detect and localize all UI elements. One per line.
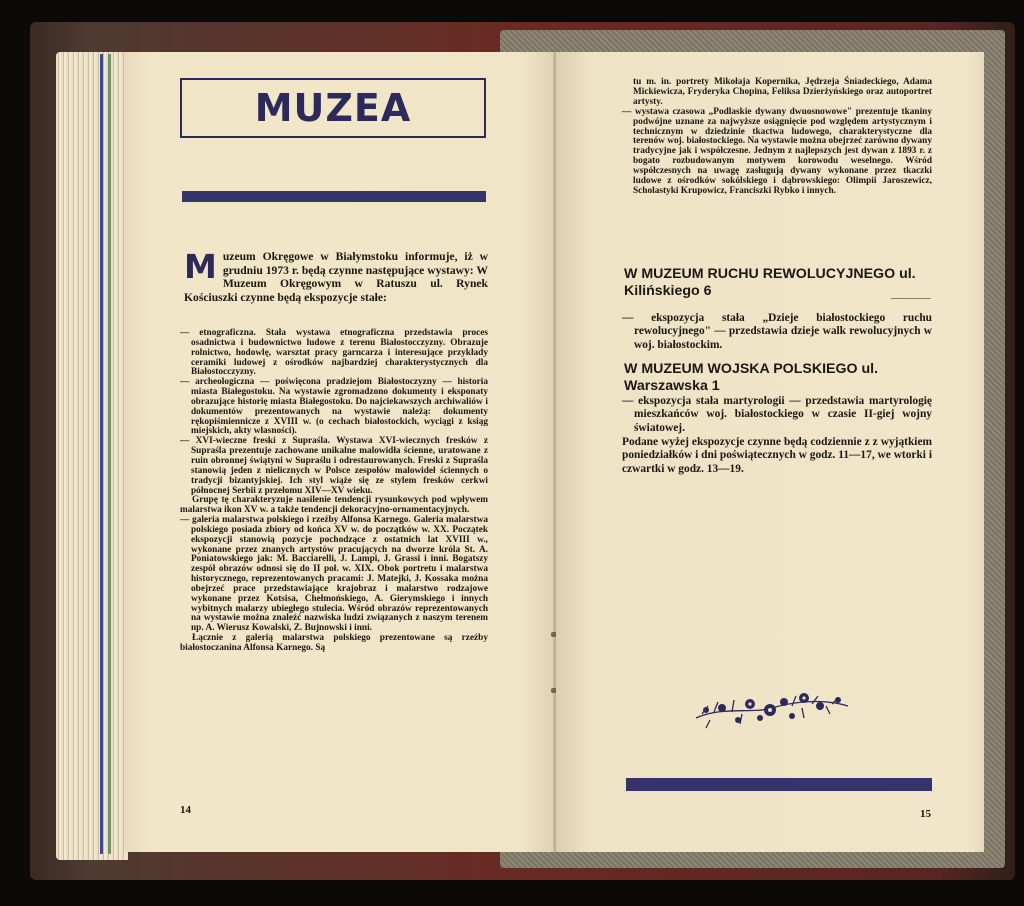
exhibition-list <box>180 329 488 654</box>
page-edges <box>56 52 128 860</box>
list-paragraph: Łącznie z galerią malarstwa polskiego prezentowane są rzeźby białostoczanina Alfonsa Karnego. Są <box>180 633 488 653</box>
continued-text <box>622 78 932 197</box>
section-heading-revolutionary: W MUZEUM RUCHU REWOLUCYJNEGO ul. Kilińskiego 6 <box>624 266 916 299</box>
list-item: — etnograficzna. Stała wystawa etnograficzna przedstawia proces osadnictwa i budownictwo ludowe z terenu Białostocczyzny. Obrazuje rolnictwo, hodowlę, warsztat pracy garncarza i interesujące przykłady ceramiki ludowej z ośrodków najbardziej charakterystycznych dla Białostocczyzny. <box>180 328 488 378</box>
floral-ornament-icon <box>692 684 852 732</box>
divider <box>891 298 931 299</box>
list-item: — ekspozycja stała martyrologii — przedstawia martyrologię mieszkańców woj. białostockiego w czasie II-giej wojny światowej. <box>622 395 932 434</box>
closing-paragraph: Podane wyżej ekspozycje czynne będą codziennie z z wyjątkiem poniedziałków i dni poświątecznych w godz. 11—17, we wtorki i czwartki w godz. 13—19. <box>622 436 932 475</box>
section-heading-military: W MUZEUM WOJSKA POLSKIEGO ul. Warszawska 1 <box>624 361 879 394</box>
decorative-bar <box>626 778 932 791</box>
intro-paragraph <box>184 247 488 304</box>
page-number-right: 15 <box>920 808 931 820</box>
right-page <box>556 52 984 852</box>
decorative-bar <box>182 191 486 202</box>
page-title: MUZEA <box>254 86 412 130</box>
intro-text: uzeum Okręgowe w Białymstoku informuje, iż w grudniu 1973 r. będą czynne następujące wystawy: W Muzeum Okręgowym w Ratuszu ul. Rynek Kościuszki czynne będą ekspozycje stałe: <box>184 250 488 304</box>
list-item: — wystawa czasowa „Podlaskie dywany dwuosnowowe" prezentuje tkaniny podwójne uznane za najwyższe osiągnięcie pod względem artystycznym i technicznym w dziedzinie tkactwa ludowego, charakterystyczne dla terenów woj. białostockiego. Na wystawie można obejrzeć zarówno dywany tradycyjne jak i współczesne. Jednym z najlepszych jest dywan z 1893 r. z bogato rozbudowanym motywem korowodu weselnego. Wśród współczesnych na uwagę zasługują dywany wykonane przez tkaczki ludowe z ośrodków sokólskiego i dąbrowskiego: Olimpii Jaroszewicz, Scholastyki Krupowicz, Franciszki Rybko i innych. <box>622 106 932 196</box>
bookmark-ribbon-green <box>108 54 111 854</box>
list-paragraph: Grupę tę charakteryzuje nasilenie tendencji rysunkowych pod wpływem malarstwa ikon XV w. a także tendencji dekoracyjno-ornamentacyjnych. <box>180 495 488 516</box>
list-item: — ekspozycja stała „Dzieje białostockiego ruchu rewolucyjnego" — przedstawia dzieje walk rewolucyjnych w woj. białostockim. <box>622 312 932 351</box>
opening-hours <box>622 436 932 476</box>
list-paragraph: tu m. in. portrety Mikołaja Kopernika, Jędrzeja Śniadeckiego, Adama Mickiewicza, Fryderyka Chopina, Feliksa Dzierżyńskiego oraz autoportret artysty. <box>633 77 932 107</box>
drop-cap: M <box>184 247 217 286</box>
list-item: — archeologiczna — poświęcona pradziejom Białostoczyzny — historia miasta Białegostoku. Na wystawie zgromadzono dokumenty i eksponaty obrazujące historię miasta Białegostoku. Do najciekawszych archiwaliów i dokumentów prezentowanych na wystawie należą: dokumenty rękopiśmiennicze z XVIII w. (o cechach białostockich, wyciągi z ksiąg miejskich, akty własności). <box>180 377 488 437</box>
section-revolutionary <box>622 312 932 352</box>
section-military <box>622 395 932 435</box>
list-item: — galeria malarstwa polskiego i rzeźby Alfonsa Karnego. Galeria malarstwa polskiego posiada zbiory od końca XV w. do początków w. XX. Początek ekspozycji stanowią pozycje pochodzące z ostatnich lat XVIII w., wykonane przez znanych artystów pracujących na dworze króla St. A. Poniatowskiego jak: M. Bacciarelli, J. Lampi, J. Grassi i inni. Bogatszy zespół obrazów odnosi się do II poł. w. XIX. Obok portretu i malarstwa historycznego, reprezentowanych pracami: J. Matejki, J. Kossaka można obejrzeć prace przedstawiające krajobraz i malarstwo rodzajowe wykonane przez Kotsisa, Chełmońskiego, A. Gierymskiego i innych wybitnych malarzy ubiegłego stulecia. Wśród obrazów reprezentowanych na wystawie można znaleźć nazwiska ludzi związanych z naszym terenem np. A. Wierusz Kowalski, Z. Bujnowski i inni. <box>180 515 488 634</box>
bookmark-ribbon <box>100 54 103 854</box>
list-item: — XVI-wieczne freski z Supraśla. Wystawa XVI-wiecznych fresków z Supraśla prezentuje zachowane unikalne malowidła ścienne, uratowane z ruin obronnej świątyni w Supraślu i odrestaurowanych. Freski z Supraśla stanowią jeden z nielicznych w Polsce zespołów malowideł ściennych o tradycji bizantyjskiej. Ich styl wiąże się ze stylem fresków cerkwi północnej Serbii z przełomu XIV—XV wieku. <box>180 436 488 496</box>
left-page <box>124 52 556 852</box>
page-number-left: 14 <box>180 804 191 816</box>
page-title-box <box>180 78 486 138</box>
